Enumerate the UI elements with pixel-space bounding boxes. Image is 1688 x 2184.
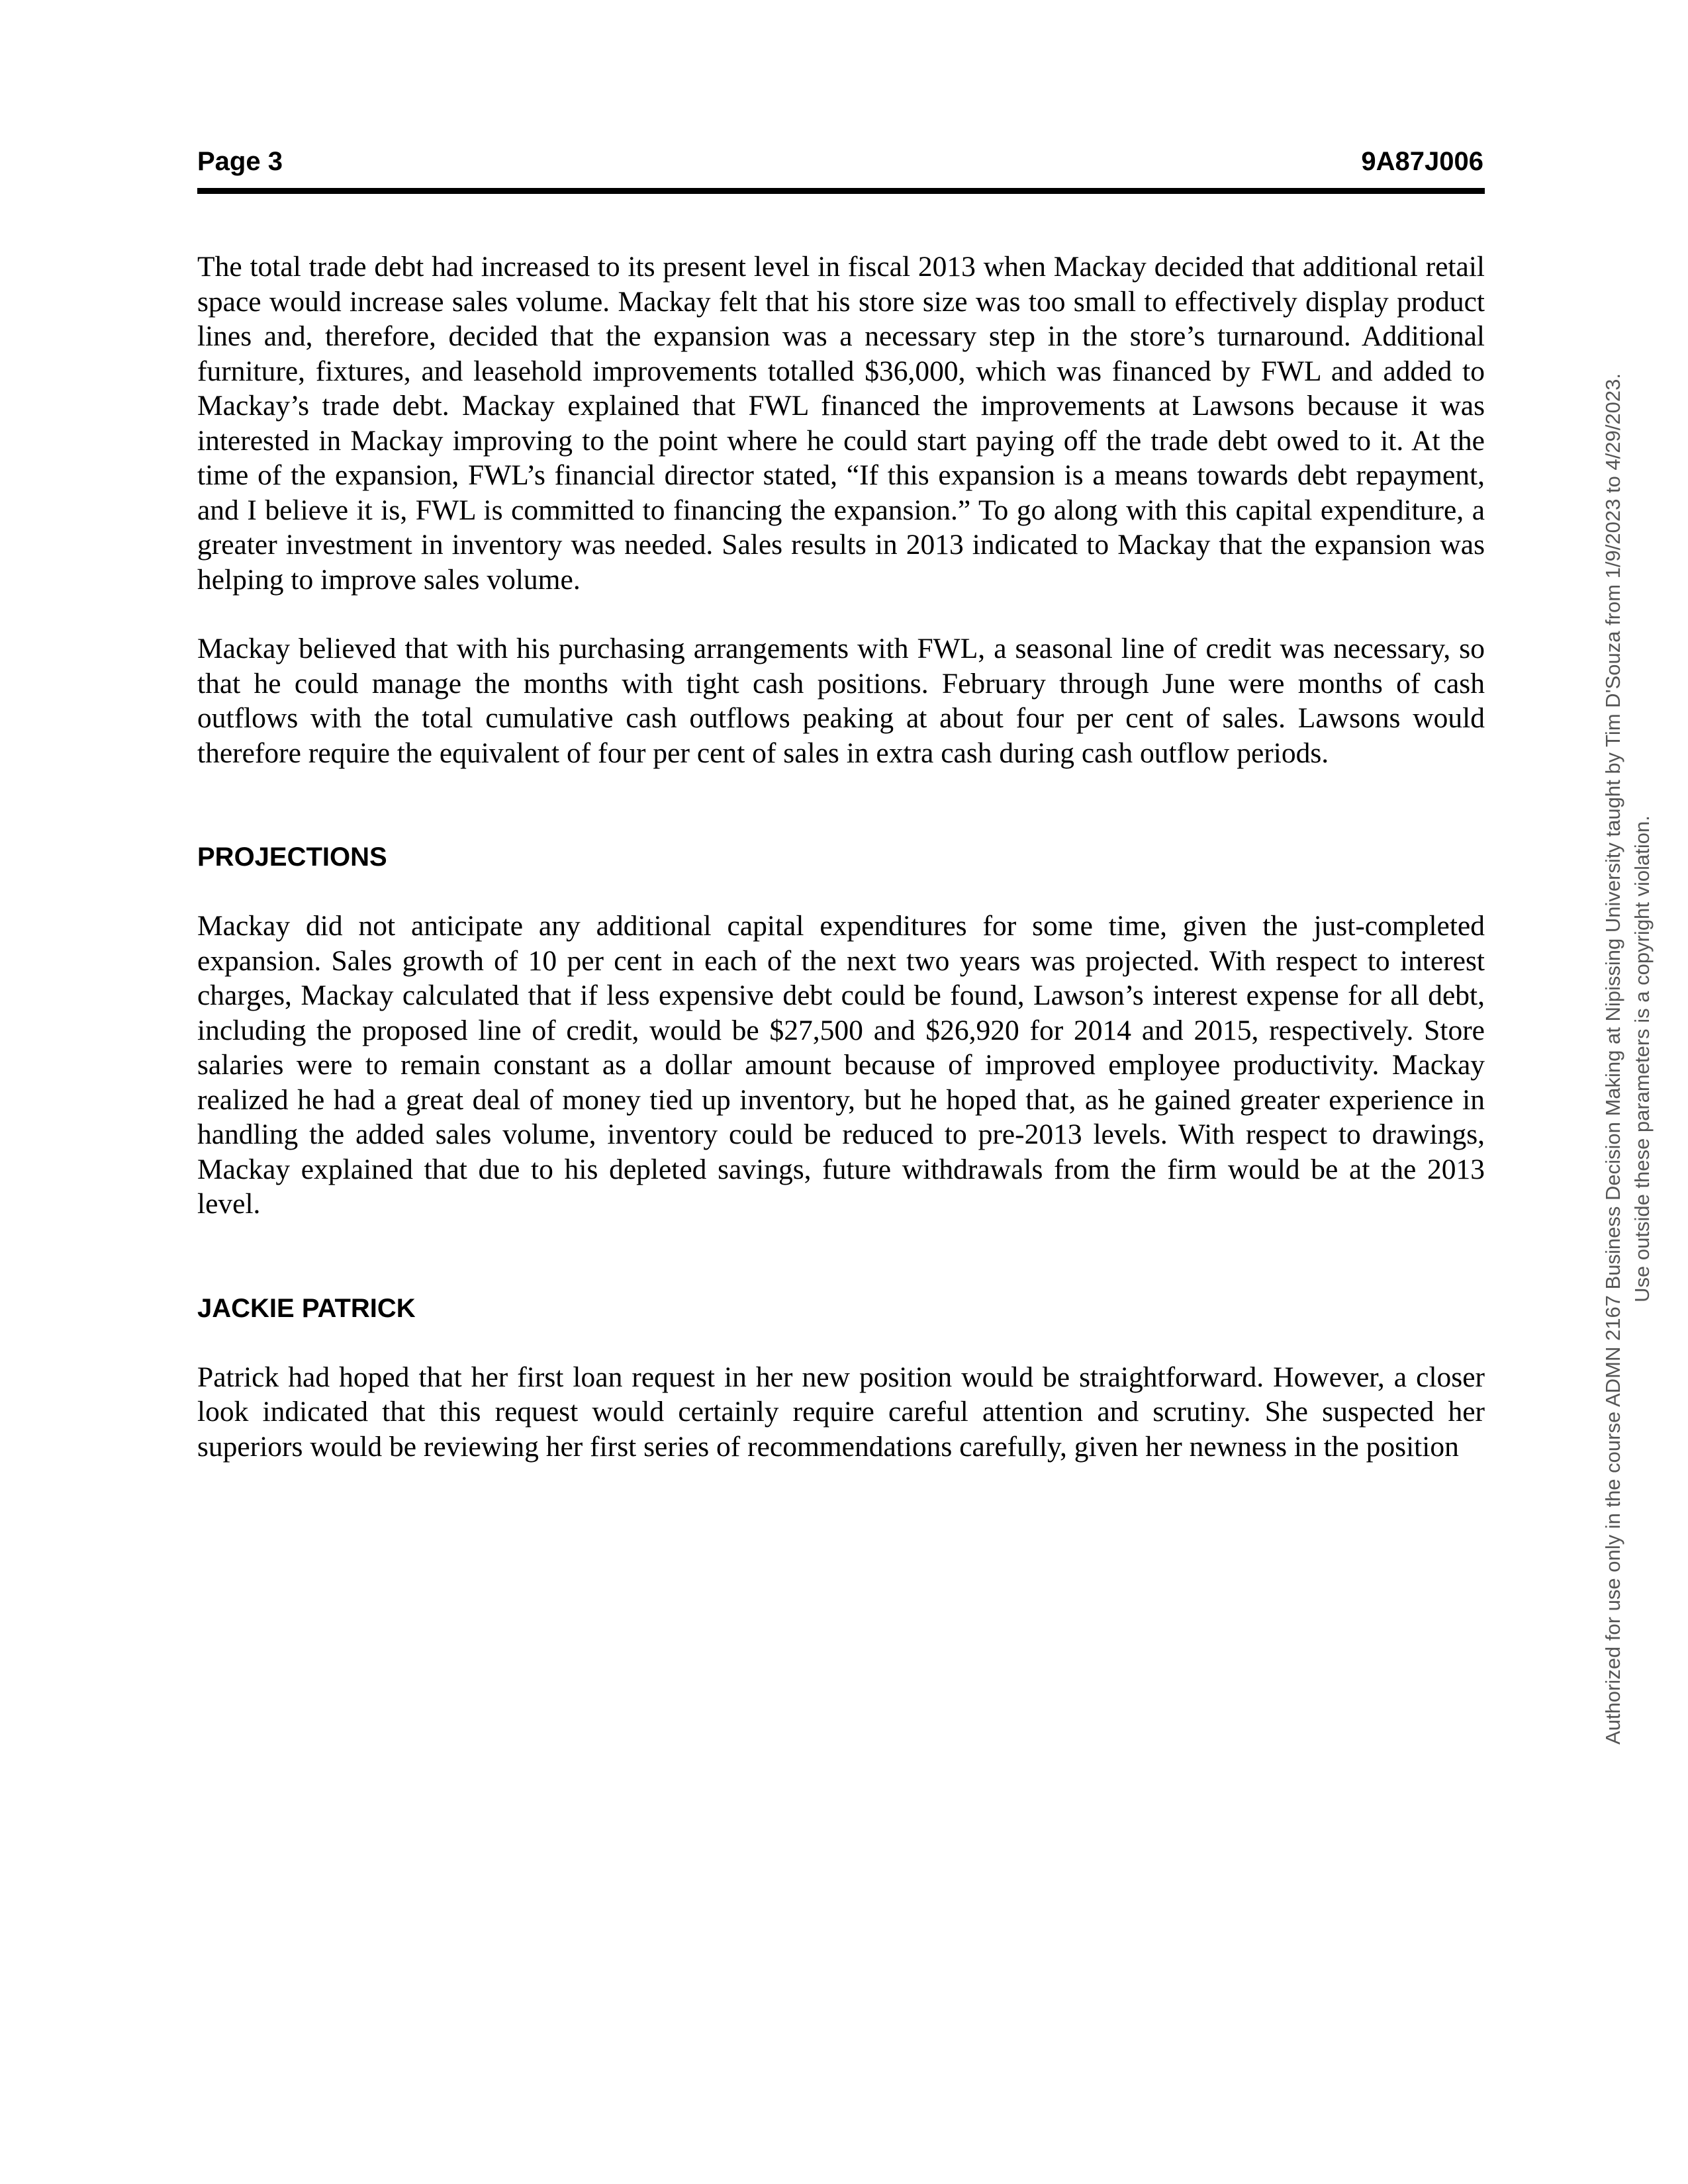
- paragraph-jackie-patrick: Patrick had hoped that her first loan request in her new position would be straightforward. However, a closer look indicated that this request would certainly require careful attention and scrutiny. She suspected her superiors would be reviewing her first series of recommendations carefully, given her newness in the position: [197, 1361, 1485, 1463]
- case-code: 9A87J006: [1361, 147, 1483, 176]
- watermark-line-1: Authorized for use only in the course ADMN 2167 Business Decision Making at Nipissing University taught by Tim D'Souza from 1/9/2023 to 4/29/2023.: [1601, 373, 1624, 1745]
- body-content: [197, 250, 1485, 1464]
- paragraph-line-of-credit: Mackay believed that with his purchasing arrangements with FWL, a seasonal line of credit was necessary, so that he could manage the months with tight cash positions. February through June were months of cash outflows with the total cumulative cash outflows peaking at about four per cent of sales. Lawsons would therefore require the equivalent of four per cent of sales in extra cash during cash outflow periods.: [197, 633, 1485, 769]
- page-header: [197, 147, 1485, 194]
- watermark-line-2: Use outside these parameters is a copyright violation.: [1630, 815, 1654, 1302]
- heading-projections: PROJECTIONS: [197, 842, 387, 872]
- heading-jackie-patrick: JACKIE PATRICK: [197, 1293, 416, 1323]
- page-number: Page 3: [197, 147, 283, 176]
- paragraph-projections: Mackay did not anticipate any additional capital expenditures for some time, given the just-completed expansion. Sales growth of 10 per cent in each of the next two years was projected. With respect to interest charges, Mackay calculated that if less expensive debt could be found, Lawson’s interest expense for all debt, including the proposed line of credit, would be $27,500 and $26,920 for 2014 and 2015, respectively. Store salaries were to remain constant as a dollar amount because of improved employee productivity. Mackay realized he had a great deal of money tied up inventory, but he hoped that, as he gained greater experience in handling the added sales volume, inventory could be reduced to pre-2013 levels. With respect to drawings, Mackay explained that due to his depleted savings, future withdrawals from the firm would be at the 2013 level.: [197, 910, 1485, 1220]
- paragraph-trade-debt: The total trade debt had increased to its present level in fiscal 2013 when Mackay decided that additional retail space would increase sales volume. Mackay felt that his store size was too small to effectively display product lines and, therefore, decided that the expansion was a necessary step in the store’s turnaround. Additional furniture, fixtures, and leasehold improvements totalled $36,000, which was financed by FWL and added to Mackay’s trade debt. Mackay explained that FWL financed the improvements at Lawsons because it was interested in Mackay improving to the point where he could start paying off the trade debt owed to it. At the time of the expansion, FWL’s financial director stated, “If this expansion is a means towards debt repayment, and I believe it is, FWL is committed to financing the expansion.” To go along with this capital expenditure, a greater investment in inventory was needed. Sales results in 2013 indicated to Mackay that the expansion was helping to improve sales volume.: [197, 251, 1485, 596]
